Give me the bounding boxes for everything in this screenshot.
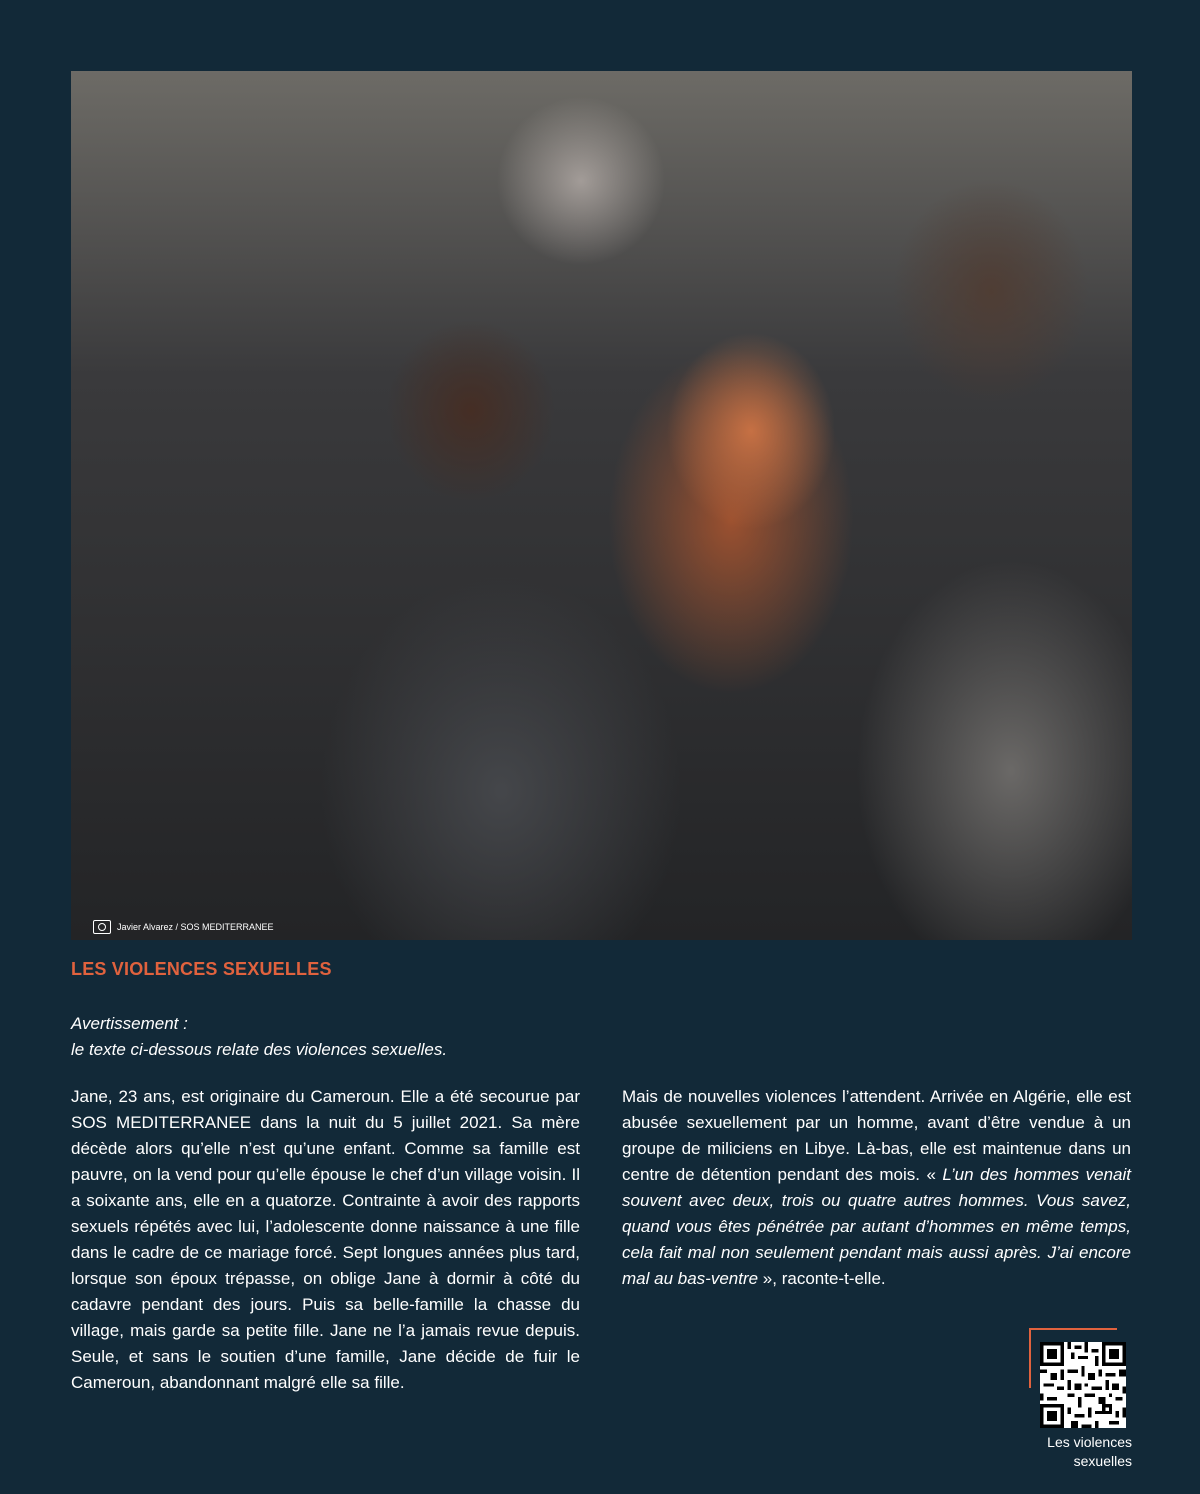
- section-heading: LES VIOLENCES SEXUELLES: [71, 959, 332, 979]
- qr-frame-top: [1029, 1328, 1117, 1330]
- body-column-right: [622, 1084, 1131, 1292]
- qr-code-icon[interactable]: [1040, 1342, 1126, 1428]
- qr-block: [1029, 1328, 1117, 1428]
- content-warning: [71, 1011, 631, 1063]
- testimony-quote: L’un des hommes venait souvent avec deux, trois ou quatre autres hommes. Vous savez, quand vous êtes pénétrée par autant d’hommes en même temps, cela fait mal non seulement pendant mais aussi après. J’ai encore mal au bas-ventre: [622, 1165, 1131, 1288]
- warning-title: Avertissement :: [71, 1014, 188, 1033]
- qr-caption-line2: sexuelles: [1073, 1453, 1132, 1469]
- body-column-left: Jane, 23 ans, est originaire du Cameroun. Elle a été secourue par SOS MEDITERRANEE dans la nuit du 5 juillet 2021. Sa mère décède alors qu’elle n’est qu’une enfant. Comme sa famille est pauvre, on la vend pour qu’elle épouse le chef d’un village voisin. Il a soixante ans, elle en a quatorze. Contrainte à avoir des rapports sexuels répétés avec lui, l’adolescente donne naissance à une fille dans le cadre de ce mariage forcé. Sept longues années plus tard, lorsque son époux trépasse, on oblige Jane à dormir à côté du cadavre pendant des jours. Puis sa belle-famille la chasse du village, mais garde sa petite fille. Jane ne l’a jamais revue depuis. Seule, et sans le soutien d’une famille, Jane décide de fuir le Cameroun, abandonnant malgré elle sa fille.: [71, 1087, 580, 1392]
- body-right-intro: Mais de nouvelles violences l’attendent. Arrivée en Algérie, elle est abusée sexuellement par un homme, avant d’être vendue à un groupe de miliciens en Libye. Là-bas, elle est maintenue dans un centre de détention pendant des mois. «: [622, 1087, 1131, 1184]
- photo-credit-text: Javier Alvarez / SOS MEDITERRANEE: [117, 922, 274, 932]
- qr-caption-line1: Les violences: [1047, 1434, 1132, 1450]
- warning-text: le texte ci-dessous relate des violences sexuelles.: [71, 1040, 448, 1059]
- qr-caption: [1000, 1433, 1132, 1471]
- photo-credit: [93, 920, 274, 934]
- qr-frame-left: [1029, 1328, 1031, 1388]
- camera-icon: [93, 920, 111, 934]
- hero-photo: [71, 71, 1132, 940]
- body-right-outro: », raconte-t-elle.: [758, 1269, 886, 1288]
